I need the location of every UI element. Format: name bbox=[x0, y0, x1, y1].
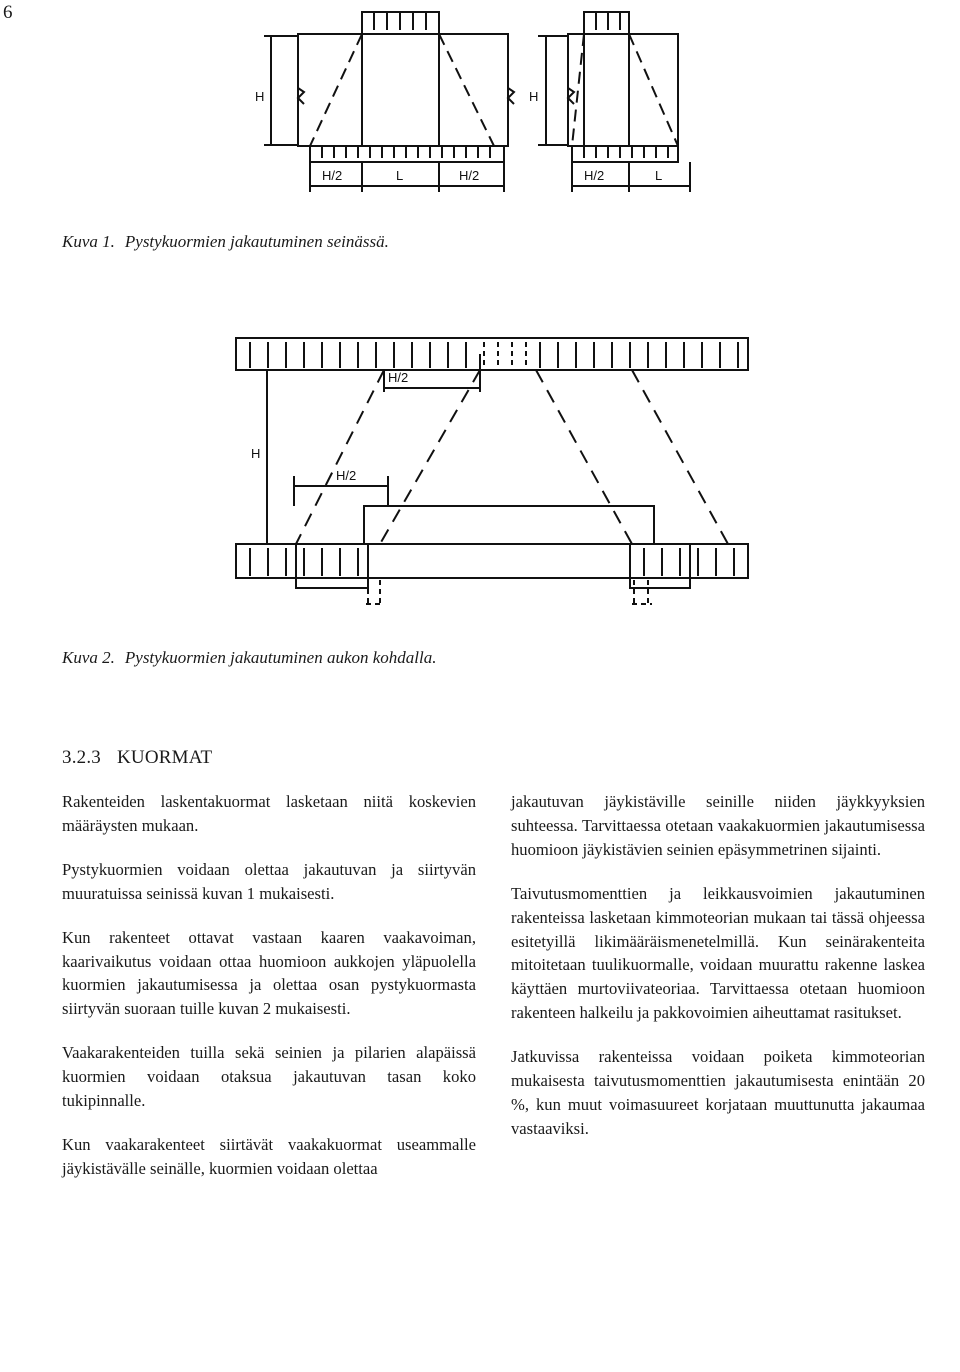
paragraph: Kun rakenteet ottavat vastaan kaaren vaakavoiman, kaarivaikutus voidaan ottaa huomioon aukkojen yläpuolella kuormien jakautumisessa ja olettaa osan pystykuormasta siirtyvän suoraan tuille kuvan 2 mukaisesti. bbox=[62, 927, 476, 1019]
paragraph: Taivutusmomenttien ja leikkausvoimien jakautuminen rakenteissa lasketaan kimmoteorian mukaan tai tässä ohjeessa esitetyillä likimääräismenetelmillä. Kun seinärakenteita mitoitetaan tuulikuormalle, voidaan muurattu rakenne laskea käyttäen murtoviivateoriaa. Tarvittaessa otetaan huomioon rakenteen halkeilu ja pakkovoimien aiheuttamat rasitukset. bbox=[511, 883, 925, 1023]
fig1-label-half-c: H/2 bbox=[584, 168, 605, 183]
figure-2-caption-text: Pystykuormien jakautuminen aukon kohdalla. bbox=[124, 648, 437, 667]
fig1-label-h-left: H bbox=[255, 89, 265, 104]
figure-1-caption bbox=[62, 232, 389, 252]
section-heading bbox=[62, 747, 212, 769]
figure-1-diagram bbox=[0, 0, 960, 200]
fig2-label-half-top: H/2 bbox=[388, 370, 409, 385]
figure-2-diagram bbox=[0, 330, 960, 610]
figure-1-caption-text: Pystykuormien jakautuminen seinässä. bbox=[124, 232, 389, 251]
right-text-column bbox=[511, 790, 925, 1161]
paragraph: Pystykuormien voidaan olettaa jakautuvan ja siirtyvän muuratuissa seinissä kuvan 1 mukaisesti. bbox=[62, 859, 476, 903]
page-number: 6 bbox=[3, 2, 13, 23]
figure-1-caption-number: Kuva 1. bbox=[62, 232, 115, 251]
fig1-label-l-a: L bbox=[396, 168, 404, 183]
fig1-label-h-right: H bbox=[529, 89, 539, 104]
fig2-label-h: H bbox=[251, 446, 261, 461]
fig2-label-half-mid: H/2 bbox=[336, 468, 357, 483]
paragraph: Rakenteiden laskentakuormat lasketaan niitä koskevien määräysten mukaan. bbox=[62, 792, 476, 835]
paragraph: jakautuvan jäykistäville seinille niiden jäykkyyksien suhteessa. Tarvittaessa otetaan vaakakuormien jakautumisessa huomioon jäykistävien seinien epäsymmetrinen sijainti. bbox=[511, 792, 925, 859]
section-number: 3.2.3 bbox=[62, 747, 101, 768]
section-title: KUORMAT bbox=[117, 747, 213, 768]
paragraph: Jatkuvissa rakenteissa voidaan poiketa kimmoteorian mukaisesta taivutusmomenttien jakautumisesta enintään 20 %, kun muut voimasuureet korjataan muuttunutta jakaumaa vastaaviksi. bbox=[511, 1047, 925, 1138]
figure-2-caption-number: Kuva 2. bbox=[62, 648, 115, 667]
fig1-label-half-b: H/2 bbox=[459, 168, 480, 183]
paragraph: Vaakarakenteiden tuilla sekä seinien ja pilarien alapäissä kuormien voidaan otaksua jakautuvan tasan koko tukipinnalle. bbox=[62, 1043, 476, 1111]
figure-2-caption bbox=[62, 648, 437, 668]
left-text-column bbox=[62, 790, 476, 1201]
paragraph: Kun vaakarakenteet siirtävät vaakakuormat useammalle jäykistävälle seinälle, kuormien voidaan olettaa bbox=[62, 1134, 476, 1178]
fig1-label-l-b: L bbox=[655, 168, 663, 183]
fig1-label-half-a: H/2 bbox=[322, 168, 343, 183]
